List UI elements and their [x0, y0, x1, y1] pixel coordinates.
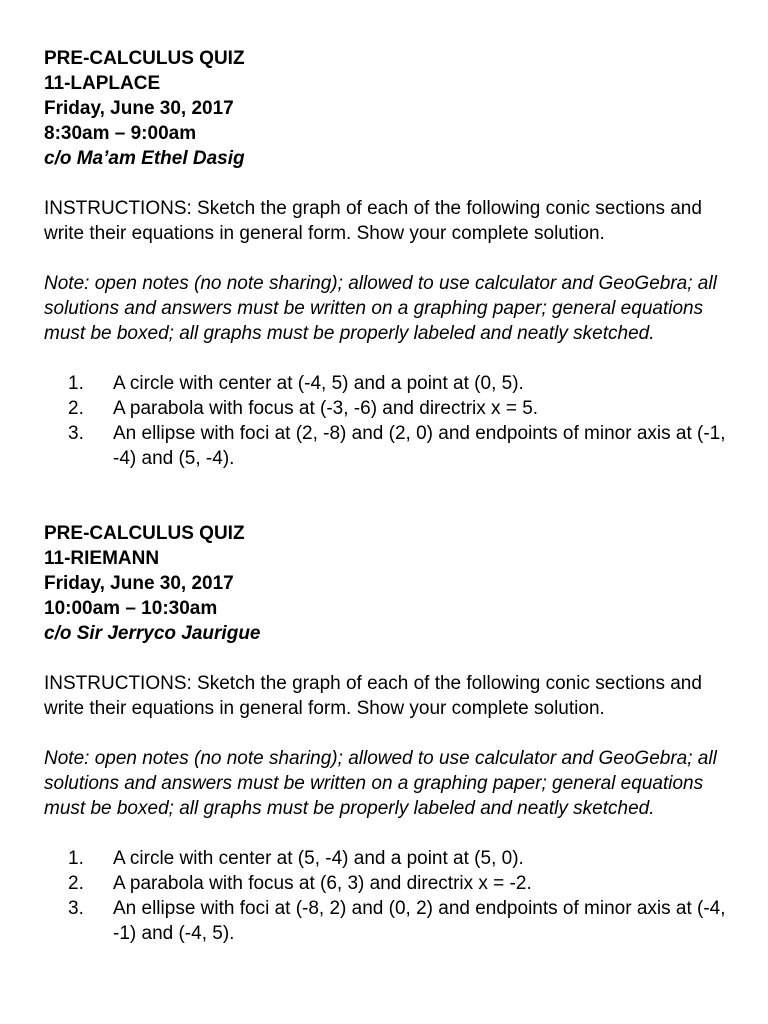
item-number: 2. — [68, 398, 84, 419]
item-number: 1. — [68, 848, 84, 869]
quiz-item-list — [44, 371, 734, 471]
quiz-section: 11-RIEMANN — [44, 548, 160, 569]
list-item — [44, 896, 734, 946]
list-item — [44, 371, 734, 396]
item-text: A parabola with focus at (6, 3) and directrix x = -2. — [113, 873, 532, 894]
quiz-instructions: INSTRUCTIONS: Sketch the graph of each of the following conic sections and write their equations in general form. Show your complete solution. — [44, 673, 702, 719]
item-text: An ellipse with foci at (-8, 2) and (0, 2) and endpoints of minor axis at (-4, -1) and (-4, 5). — [113, 898, 726, 944]
quiz-teacher: c/o Ma’am Ethel Dasig — [44, 148, 245, 169]
quiz-teacher: c/o Sir Jerryco Jaurigue — [44, 623, 261, 644]
quiz-laplace — [44, 46, 734, 471]
list-item — [44, 421, 734, 471]
quiz-time: 10:00am – 10:30am — [44, 598, 218, 619]
quiz-note: Note: open notes (no note sharing); allowed to use calculator and GeoGebra; all solutions and answers must be written on a graphing paper; general equations must be boxed; all graphs must be properly labeled and neatly sketched. — [44, 748, 717, 819]
item-text: A parabola with focus at (-3, -6) and directrix x = 5. — [113, 398, 539, 419]
quiz-instructions: INSTRUCTIONS: Sketch the graph of each of the following conic sections and write their equations in general form. Show your complete solution. — [44, 198, 702, 244]
item-text: A circle with center at (5, -4) and a point at (5, 0). — [113, 848, 524, 869]
list-item — [44, 871, 734, 896]
list-item — [44, 846, 734, 871]
quiz-date: Friday, June 30, 2017 — [44, 98, 234, 119]
item-number: 3. — [68, 898, 84, 919]
quiz-time: 8:30am – 9:00am — [44, 123, 197, 144]
quiz-date: Friday, June 30, 2017 — [44, 573, 234, 594]
item-number: 2. — [68, 873, 84, 894]
quiz-title: PRE-CALCULUS QUIZ — [44, 48, 245, 69]
quiz-riemann — [44, 521, 734, 946]
item-text: A circle with center at (-4, 5) and a point at (0, 5). — [113, 373, 524, 394]
quiz-item-list — [44, 846, 734, 946]
quiz-note: Note: open notes (no note sharing); allowed to use calculator and GeoGebra; all solutions and answers must be written on a graphing paper; general equations must be boxed; all graphs must be properly labeled and neatly sketched. — [44, 273, 717, 344]
item-number: 3. — [68, 423, 84, 444]
list-item — [44, 396, 734, 421]
quiz-title: PRE-CALCULUS QUIZ — [44, 523, 245, 544]
quiz-section: 11-LAPLACE — [44, 73, 161, 94]
item-number: 1. — [68, 373, 84, 394]
item-text: An ellipse with foci at (2, -8) and (2, 0) and endpoints of minor axis at (-1, -4) and (5, -4). — [113, 423, 726, 469]
